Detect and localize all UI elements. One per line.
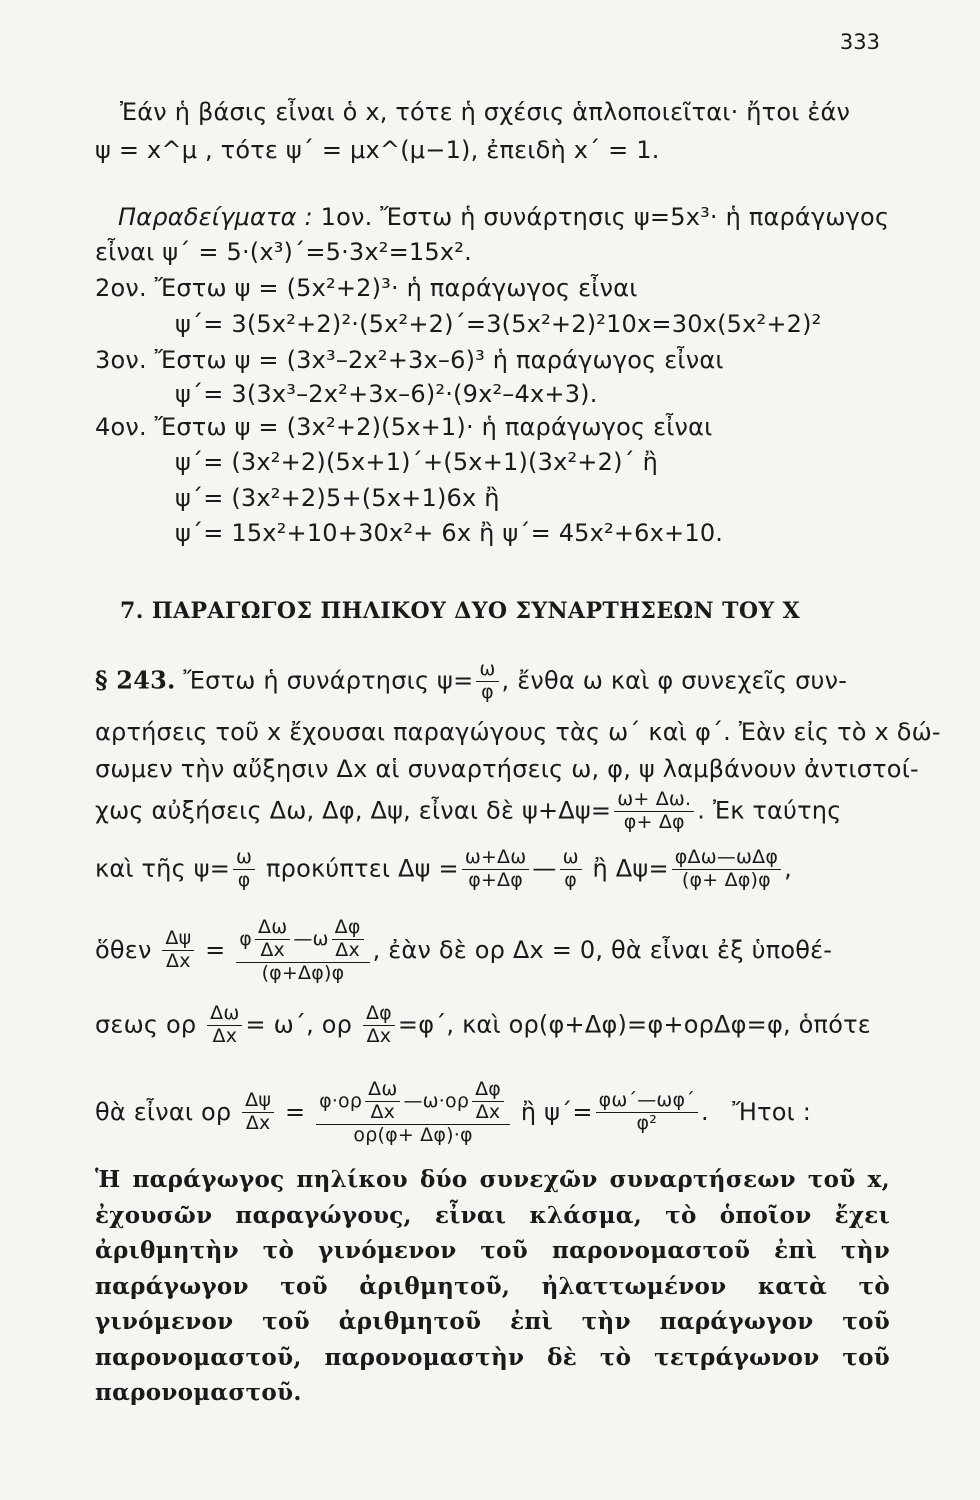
fraction-omega-over-phi	[233, 848, 255, 891]
denominator: (φ+ Δφ)φ	[681, 868, 771, 891]
numerator: ω+ Δω.	[614, 790, 694, 812]
para-text: Ἤτοι :	[732, 1097, 812, 1126]
para-243-line-6: ὅθεν $\frac{\Delta\psi}{\Delta x}$ = φ $\frac{\Delta\omega}{\Delta x}$ —ω $\frac{\Delta\varphi}{\Delta x}$ (φ+Δφ)φ , ἐὰν δὲ ορ Δx = 0, θὰ εἶναι ἐξ ὑποθέ-	[95, 916, 833, 984]
phi-symbol: φ	[239, 927, 253, 950]
denominator: Δx	[260, 938, 286, 961]
theorem-statement: Ἡ παράγωγος πηλίκου δύο συνεχῶν συναρτήσεων τοῦ x, ἐχουσῶν παραγώγους, εἶναι κλάσμα, τὸ ὁποῖον ἔχει ἀριθμητὴν τὸ γινόμενον τοῦ παρονομαστοῦ ἐπὶ τὴν παράγωγον τοῦ ἀριθμητοῦ, ἠλαττωμένον κατὰ τὸ γινόμενον τοῦ ἀριθμητοῦ ἐπὶ τὴν παράγωγον τοῦ παρονομαστοῦ, παρονομαστὴν δὲ τὸ τετράγωνον τοῦ παρονομαστοῦ.	[95, 1166, 890, 1406]
fraction-final	[316, 1080, 510, 1146]
denominator: φ	[481, 680, 494, 703]
fraction-dpsi	[462, 848, 530, 891]
example-1-text: 1ον. Ἔστω ἡ συνάρτησις ψ=5x³· ἡ παράγωγος	[320, 203, 890, 231]
para-text: καὶ τῆς ψ=	[95, 854, 231, 883]
numerator: ω	[476, 660, 498, 682]
fraction-big	[236, 918, 369, 984]
numerator: ω	[560, 848, 582, 870]
para-text: ἢ ψ΄=	[520, 1097, 593, 1126]
text: —ω·ορ	[403, 1089, 470, 1112]
section-heading: 7. ΠΑΡΑΓΩΓΟΣ ΠΗΛΙΚΟΥ ΔΥΟ ΣΥΝΑΡΤΗΣΕΩΝ ΤΟΥ X	[120, 598, 801, 624]
example-4-line-2: ψ΄= (3x²+2)(5x+1)΄+(5x+1)(3x²+2)΄ ἢ	[175, 448, 659, 476]
denominator: φ+ Δφ	[623, 810, 685, 833]
numerator: Δψ	[162, 929, 194, 951]
fraction-result	[596, 1091, 698, 1134]
numerator: ω+Δω	[462, 848, 530, 870]
denominator: ορ(φ+ Δφ)·φ	[353, 1123, 473, 1146]
denominator: Δx	[370, 1100, 396, 1123]
numerator: Δφ	[472, 1080, 504, 1102]
denominator: Δx	[366, 1024, 392, 1047]
denominator: φ	[564, 868, 577, 891]
para-text: , ἔνθα ω καὶ φ συνεχεῖς συν-	[501, 666, 848, 695]
example-3-line-2: ψ΄= 3(3x³–2x²+3x–6)²·(9x²–4x+3).	[175, 380, 598, 408]
example-2-line-1: 2ον. Ἔστω ψ = (5x²+2)³· ἡ παράγωγος εἶναι	[95, 274, 638, 302]
example-3-line-1: 3ον. Ἔστω ψ = (3x³–2x²+3x–6)³ ἡ παράγωγος εἶναι	[95, 346, 724, 374]
intro-line-2: ψ = x^μ , τότε ψ΄ = μx^(μ−1), ἐπειδὴ x΄ = 1.	[95, 136, 660, 164]
numerator: Δω	[255, 918, 290, 940]
fraction-dphi-dx	[332, 918, 364, 961]
numerator	[316, 1080, 510, 1125]
numerator: Δφ	[363, 1004, 395, 1026]
denominator: Δx	[475, 1100, 501, 1123]
para-text: = ω΄, ορ	[245, 1010, 353, 1039]
para-text: ὅθεν	[95, 935, 152, 964]
numerator: Δψ	[242, 1091, 274, 1113]
para-text: σεως ορ	[95, 1010, 197, 1039]
text: φ·ορ	[319, 1089, 363, 1112]
example-4-line-4: ψ΄= 15x²+10+30x²+ 6x ἢ ψ΄= 45x²+6x+10.	[175, 519, 724, 547]
denominator: Δx	[212, 1024, 238, 1047]
denominator: Δx	[335, 938, 360, 961]
para-text: =φ΄, καὶ ορ(φ+Δφ)=φ+ορΔφ=φ, ὁπότε	[397, 1010, 871, 1039]
fraction-sum	[614, 790, 694, 833]
fraction-dphi-dx	[472, 1080, 504, 1123]
denominator: (φ+Δφ)φ	[261, 961, 345, 984]
denominator: φ+Δφ	[468, 868, 523, 891]
fraction-dw-dx	[207, 1004, 242, 1047]
fraction-dpsi-dx	[242, 1091, 274, 1134]
denominator: Δx	[166, 950, 191, 973]
example-2-line-2: ψ΄= 3(5x²+2)²·(5x²+2)΄=3(5x²+2)²10x=30x(5x²+2)²	[175, 310, 822, 338]
para-text: χως αὐξήσεις Δω, Δφ, Δψ, εἶναι δὲ ψ+Δψ=	[95, 796, 612, 825]
para-text: Ἔστω ἡ συνάρτησις ψ=	[183, 666, 474, 695]
numerator: ω	[233, 848, 255, 870]
example-1-line-2: εἶναι ψ΄ = 5·(x³)΄=5·3x²=15x².	[95, 238, 472, 266]
para-243-line-3: σωμεν τὴν αὔξησιν Δx αἱ συναρτήσεις ω, φ, ψ λαμβάνουν ἀντιστοί-	[95, 755, 919, 783]
numerator: Δω	[365, 1080, 400, 1102]
denominator: φ	[237, 868, 251, 891]
para-text: προκύπτει Δψ =	[266, 854, 459, 883]
para-text: . Ἐκ ταύτης	[697, 796, 842, 825]
para-text: Δψ=	[615, 854, 669, 883]
fraction-dphi-dx	[363, 1004, 395, 1047]
para-243-line-2: αρτήσεις τοῦ x ἔχουσαι παραγώγους τὰς ω΄ καὶ φ΄. Ἐὰν εἰς τὸ x δώ-	[95, 718, 941, 746]
fraction-omega-over-phi	[476, 660, 498, 703]
denominator: Δx	[245, 1112, 271, 1135]
fraction-dw-dx	[365, 1080, 400, 1123]
numerator: φω΄—ωφ΄	[596, 1091, 698, 1113]
section-number: § 243.	[95, 665, 176, 695]
para-text: , ἐὰν δὲ ορ Δx = 0, θὰ εἶναι ἐξ ὑποθέ-	[372, 935, 833, 964]
denominator: φ²	[636, 1112, 658, 1135]
para-243-line-5: καὶ τῆς ψ= $\frac{\omega}{\varphi}$ προκύπτει Δψ = $\frac{\omega+\Delta\omega}{\varphi+\Delta\varphi}$ — $\frac{\omega}{\varphi}$ ἢ Δψ= $\frac{\text{φΔω—ωΔφ}}{(\varphi+ \Delta\varphi)\varphi}$ ,	[95, 846, 792, 891]
para-243-line-7	[95, 1004, 871, 1047]
examples-label: Παραδείγματα :	[118, 203, 313, 231]
numerator: Δω	[207, 1004, 242, 1026]
fraction-omega-over-phi	[560, 848, 582, 891]
omega-symbol: —ω	[293, 927, 329, 950]
para-text: θὰ εἶναι ορ	[95, 1097, 232, 1126]
para-243-line-1	[95, 660, 847, 703]
example-1-line-1	[118, 203, 889, 231]
para-243-line-8: θὰ εἶναι ορ $\frac{\Delta\psi}{\Delta x}$ = φ·ορ $\frac{\Delta\omega}{\Delta x}$ —ω·ορ $\frac{\Delta\varphi}{\Delta x}$ ορ(φ+ Δφ)·φ ἢ ψ΄= $\frac{\varphi\omega΄—\omega\varphi΄}{\text{φ²}}$ . Ἤτοι :	[95, 1078, 812, 1146]
numerator: Δφ	[332, 918, 364, 940]
fraction-dpsi-2	[672, 848, 781, 891]
fraction-dw-dx	[255, 918, 290, 961]
fraction-dpsi-dx	[162, 929, 194, 972]
numerator	[236, 918, 369, 963]
intro-line-1: Ἐάν ἡ βάσις εἶναι ὁ x, τότε ἡ σχέσις ἁπλοποιεῖται· ἤτοι ἐάν	[120, 98, 851, 126]
page-number: 333	[839, 30, 880, 54]
para-text: ἢ	[592, 854, 608, 883]
example-4-line-1: 4ον. Ἔστω ψ = (3x²+2)(5x+1)· ἡ παράγωγος εἶναι	[95, 413, 713, 441]
para-243-line-4	[95, 790, 841, 833]
example-4-line-3: ψ΄= (3x²+2)5+(5x+1)6x ἢ	[175, 484, 500, 512]
numerator: φΔω—ωΔφ	[672, 848, 781, 870]
